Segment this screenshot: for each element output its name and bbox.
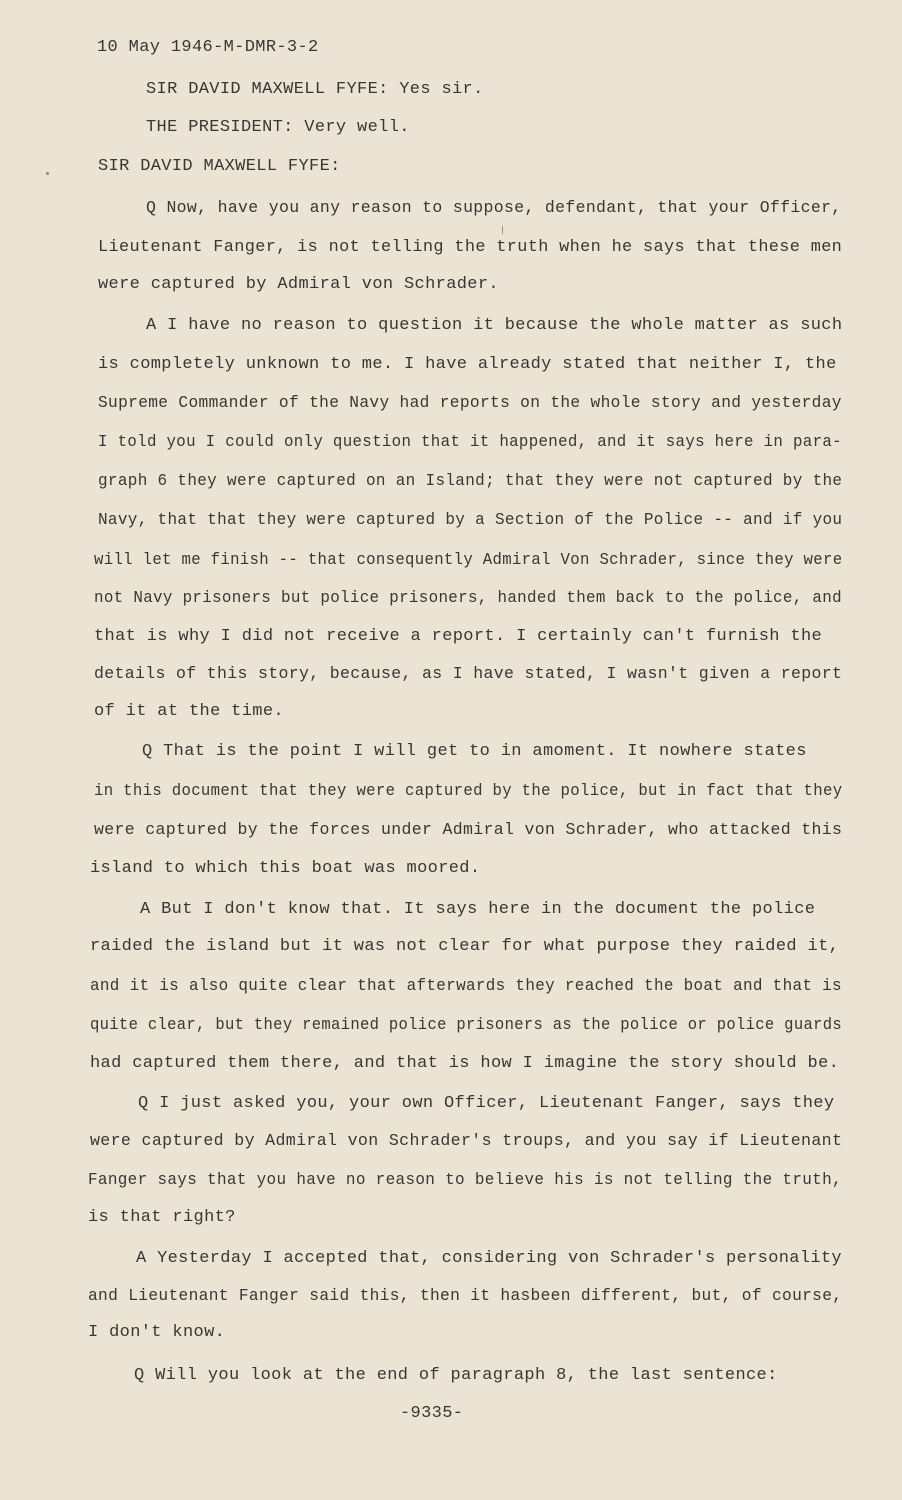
transcript-line: Navy, that that they were captured by a Section of the Police -- and if you: [98, 511, 843, 530]
document-header: 10 May 1946-M-DMR-3-2: [97, 38, 319, 57]
transcript-line: SIR DAVID MAXWELL FYFE:: [98, 157, 341, 176]
transcript-line: Q Will you look at the end of paragraph 8, the last sentence:: [134, 1366, 778, 1385]
transcript-line: details of this story, because, as I have stated, I wasn't given a report: [94, 665, 843, 684]
transcript-line: raided the island but it was not clear for what purpose they raided it,: [90, 937, 840, 956]
transcript-line: were captured by Admiral von Schrader.: [98, 275, 499, 294]
transcript-line: island to which this boat was moored.: [90, 859, 481, 878]
transcript-line: I don't know.: [88, 1323, 226, 1342]
transcript-line: SIR DAVID MAXWELL FYFE: Yes sir.: [146, 80, 484, 99]
transcript-line: Fanger says that you have no reason to believe his is not telling the truth,: [88, 1171, 842, 1190]
transcript-line: had captured them there, and that is how I imagine the story should be.: [90, 1054, 840, 1073]
transcript-line: in this document that they were captured by the police, but in fact that they: [94, 782, 843, 801]
transcript-line: Q That is the point I will get to in amoment. It nowhere states: [142, 742, 807, 761]
transcript-line: Supreme Commander of the Navy had reports on the whole story and yesterday: [98, 394, 842, 413]
transcript-line: Lieutenant Fanger, is not telling the truth when he says that these men: [98, 238, 843, 257]
margin-speck: [46, 172, 49, 175]
margin-tick: [502, 226, 503, 234]
transcript-line: quite clear, but they remained police prisoners as the police or police guards: [90, 1016, 843, 1035]
transcript-line: THE PRESIDENT: Very well.: [146, 118, 410, 137]
transcript-line: is completely unknown to me. I have already stated that neither I, the: [98, 355, 837, 374]
transcript-line: A I have no reason to question it because the whole matter as such: [146, 316, 843, 335]
transcript-line: A But I don't know that. It says here in the document the police: [140, 900, 816, 919]
transcript-line: and Lieutenant Fanger said this, then it hasbeen different, but, of course,: [88, 1287, 843, 1306]
transcript-line: A Yesterday I accepted that, considering von Schrader's personality: [136, 1249, 842, 1268]
transcript-line: were captured by Admiral von Schrader's troups, and you say if Lieutenant: [90, 1132, 843, 1151]
transcript-line: is that right?: [88, 1208, 236, 1227]
transcript-line: and it is also quite clear that afterwards they reached the boat and that is: [90, 977, 842, 996]
transcript-line: that is why I did not receive a report. I certainly can't furnish the: [94, 627, 823, 646]
transcript-line: Q Now, have you any reason to suppose, defendant, that your Officer,: [146, 199, 842, 218]
transcript-line: I told you I could only question that it happened, and it says here in para-: [98, 433, 842, 452]
transcript-line: of it at the time.: [94, 702, 284, 721]
transcript-line: will let me finish -- that consequently Admiral Von Schrader, since they were: [94, 551, 843, 570]
page-number: -9335-: [400, 1404, 464, 1423]
transcript-line: were captured by the forces under Admiral von Schrader, who attacked this: [94, 821, 843, 840]
transcript-line: not Navy prisoners but police prisoners, handed them back to the police, and: [94, 589, 842, 608]
transcript-line: graph 6 they were captured on an Island; that they were not captured by the: [98, 472, 843, 491]
transcript-line: Q I just asked you, your own Officer, Lieutenant Fanger, says they: [138, 1094, 835, 1113]
